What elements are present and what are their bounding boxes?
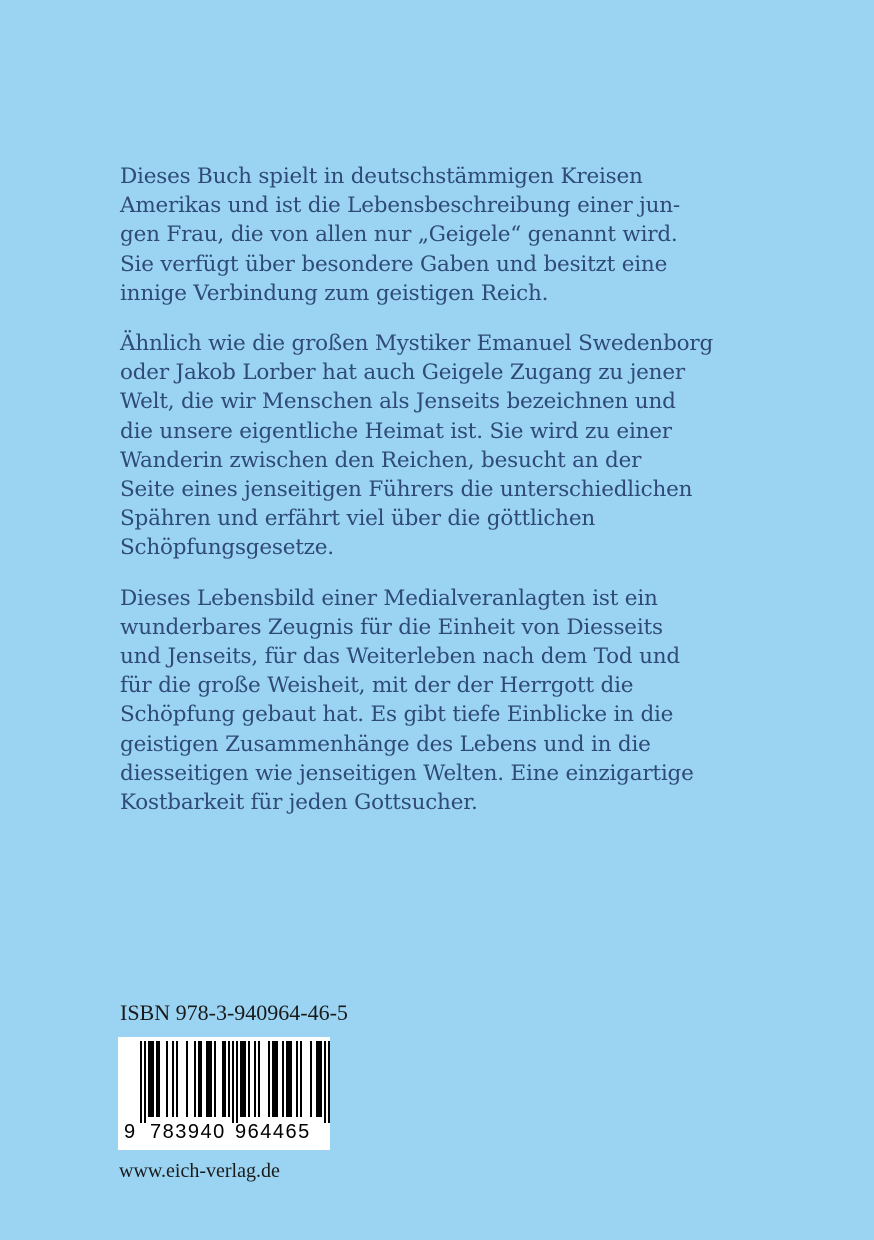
- barcode-bar: [272, 1041, 274, 1117]
- blurb-paragraph: [120, 584, 694, 818]
- isbn-number: ISBN 978-3-940964-46-5: [120, 1000, 348, 1025]
- blurb-paragraph: [120, 162, 690, 308]
- barcode-bar: [286, 1041, 288, 1117]
- barcode-bar: [288, 1041, 290, 1117]
- barcode-bar: [156, 1041, 158, 1117]
- barcode-bar: [320, 1041, 322, 1117]
- blurb-paragraph: [120, 329, 714, 563]
- barcode-bar: [296, 1041, 298, 1117]
- blurb-line: innige Verbindung zum geistigen Reich.: [120, 280, 549, 306]
- barcode-bar: [186, 1041, 188, 1117]
- barcode-bar: [274, 1041, 276, 1117]
- barcode-bar: [166, 1041, 168, 1117]
- barcode-bar: [232, 1041, 234, 1123]
- barcode-bar: [194, 1041, 196, 1117]
- barcode-bar: [248, 1041, 250, 1117]
- blurb-line: wunderbares Zeugnis für die Einheit von Diesseits: [120, 614, 663, 640]
- barcode-bar: [214, 1041, 216, 1117]
- barcode-left-group: 783940: [150, 1121, 226, 1143]
- barcode-bar: [206, 1041, 208, 1117]
- barcode-bar: [176, 1041, 178, 1117]
- barcode-bar: [258, 1041, 260, 1117]
- publisher-website: www.eich-verlag.de: [119, 1160, 280, 1182]
- blurb-line: für die große Weisheit, mit der der Herrgott die: [120, 673, 634, 699]
- barcode-bar: [324, 1041, 326, 1123]
- blurb-line: Sie verfügt über besondere Gaben und besitzt eine: [120, 251, 668, 277]
- barcode-bar: [198, 1041, 200, 1117]
- barcode-first-digit: 9: [124, 1121, 136, 1143]
- barcode-bar: [316, 1041, 318, 1117]
- barcode-bar: [242, 1041, 244, 1117]
- barcode-bar: [208, 1041, 210, 1117]
- back-cover-blurb: [120, 162, 714, 838]
- blurb-line: die unsere eigentliche Heimat ist. Sie wird zu einer: [120, 418, 672, 444]
- barcode-bar: [210, 1041, 212, 1117]
- barcode-bar: [200, 1041, 202, 1117]
- barcode-right-group: 964465: [235, 1121, 311, 1143]
- barcode-bar: [282, 1041, 284, 1117]
- blurb-line: gen Frau, die von allen nur „Geigele“ genannt wird.: [120, 222, 678, 248]
- barcode-bars: [118, 1037, 330, 1123]
- barcode-digits: [118, 1121, 330, 1145]
- barcode-bar: [158, 1041, 160, 1117]
- barcode-bar: [290, 1041, 292, 1117]
- blurb-line: Wanderin zwischen den Reichen, besucht an der: [120, 447, 642, 473]
- barcode-bar: [144, 1041, 146, 1123]
- blurb-line: Ähnlich wie die großen Mystiker Emanuel Swedenborg: [120, 331, 714, 357]
- blurb-line: geistigen Zusammenhänge des Lebens und in die: [120, 731, 651, 757]
- barcode-bar: [244, 1041, 246, 1117]
- barcode-bar: [318, 1041, 320, 1117]
- barcode-bar: [150, 1041, 152, 1117]
- blurb-line: Schöpfung gebaut hat. Es gibt tiefe Einblicke in die: [120, 702, 674, 728]
- barcode-bar: [268, 1041, 270, 1117]
- barcode-bar: [228, 1041, 230, 1117]
- barcode-bar: [140, 1041, 142, 1123]
- blurb-line: Schöpfungsgesetze.: [120, 535, 334, 561]
- barcode-bar: [328, 1041, 330, 1123]
- blurb-line: Dieses Buch spielt in deutschstämmigen Kreisen: [120, 164, 643, 189]
- isbn-barcode: [118, 1037, 330, 1150]
- blurb-line: diesseitigen wie jenseitigen Welten. Eine einzigartige: [120, 760, 694, 786]
- barcode-bar: [240, 1041, 242, 1117]
- barcode-bar: [276, 1041, 278, 1117]
- blurb-line: Seite eines jenseitigen Führers die unterschiedlichen: [120, 477, 693, 503]
- blurb-line: oder Jakob Lorber hat auch Geigele Zugang zu jener: [120, 360, 685, 386]
- barcode-bar: [224, 1041, 226, 1117]
- blurb-line: und Jenseits, für das Weiterleben nach dem Tod und: [120, 644, 680, 670]
- blurb-line: Welt, die wir Menschen als Jenseits bezeichnen und: [120, 389, 676, 415]
- barcode-bar: [236, 1041, 238, 1123]
- barcode-bar: [222, 1041, 224, 1117]
- barcode-bar: [254, 1041, 256, 1117]
- blurb-line: Dieses Lebensbild einer Medialveranlagten ist ein: [120, 585, 658, 611]
- barcode-bar: [152, 1041, 154, 1117]
- blurb-line: Amerikas und ist die Lebensbeschreibung einer jun-: [120, 193, 680, 219]
- barcode-bar: [148, 1041, 150, 1117]
- barcode-bar: [310, 1041, 312, 1117]
- barcode-bar: [300, 1041, 302, 1117]
- barcode-bar: [172, 1041, 174, 1117]
- blurb-line: Spähren und erfährt viel über die göttlichen: [120, 506, 596, 532]
- blurb-line: Kostbarkeit für jeden Gottsucher.: [120, 790, 478, 816]
